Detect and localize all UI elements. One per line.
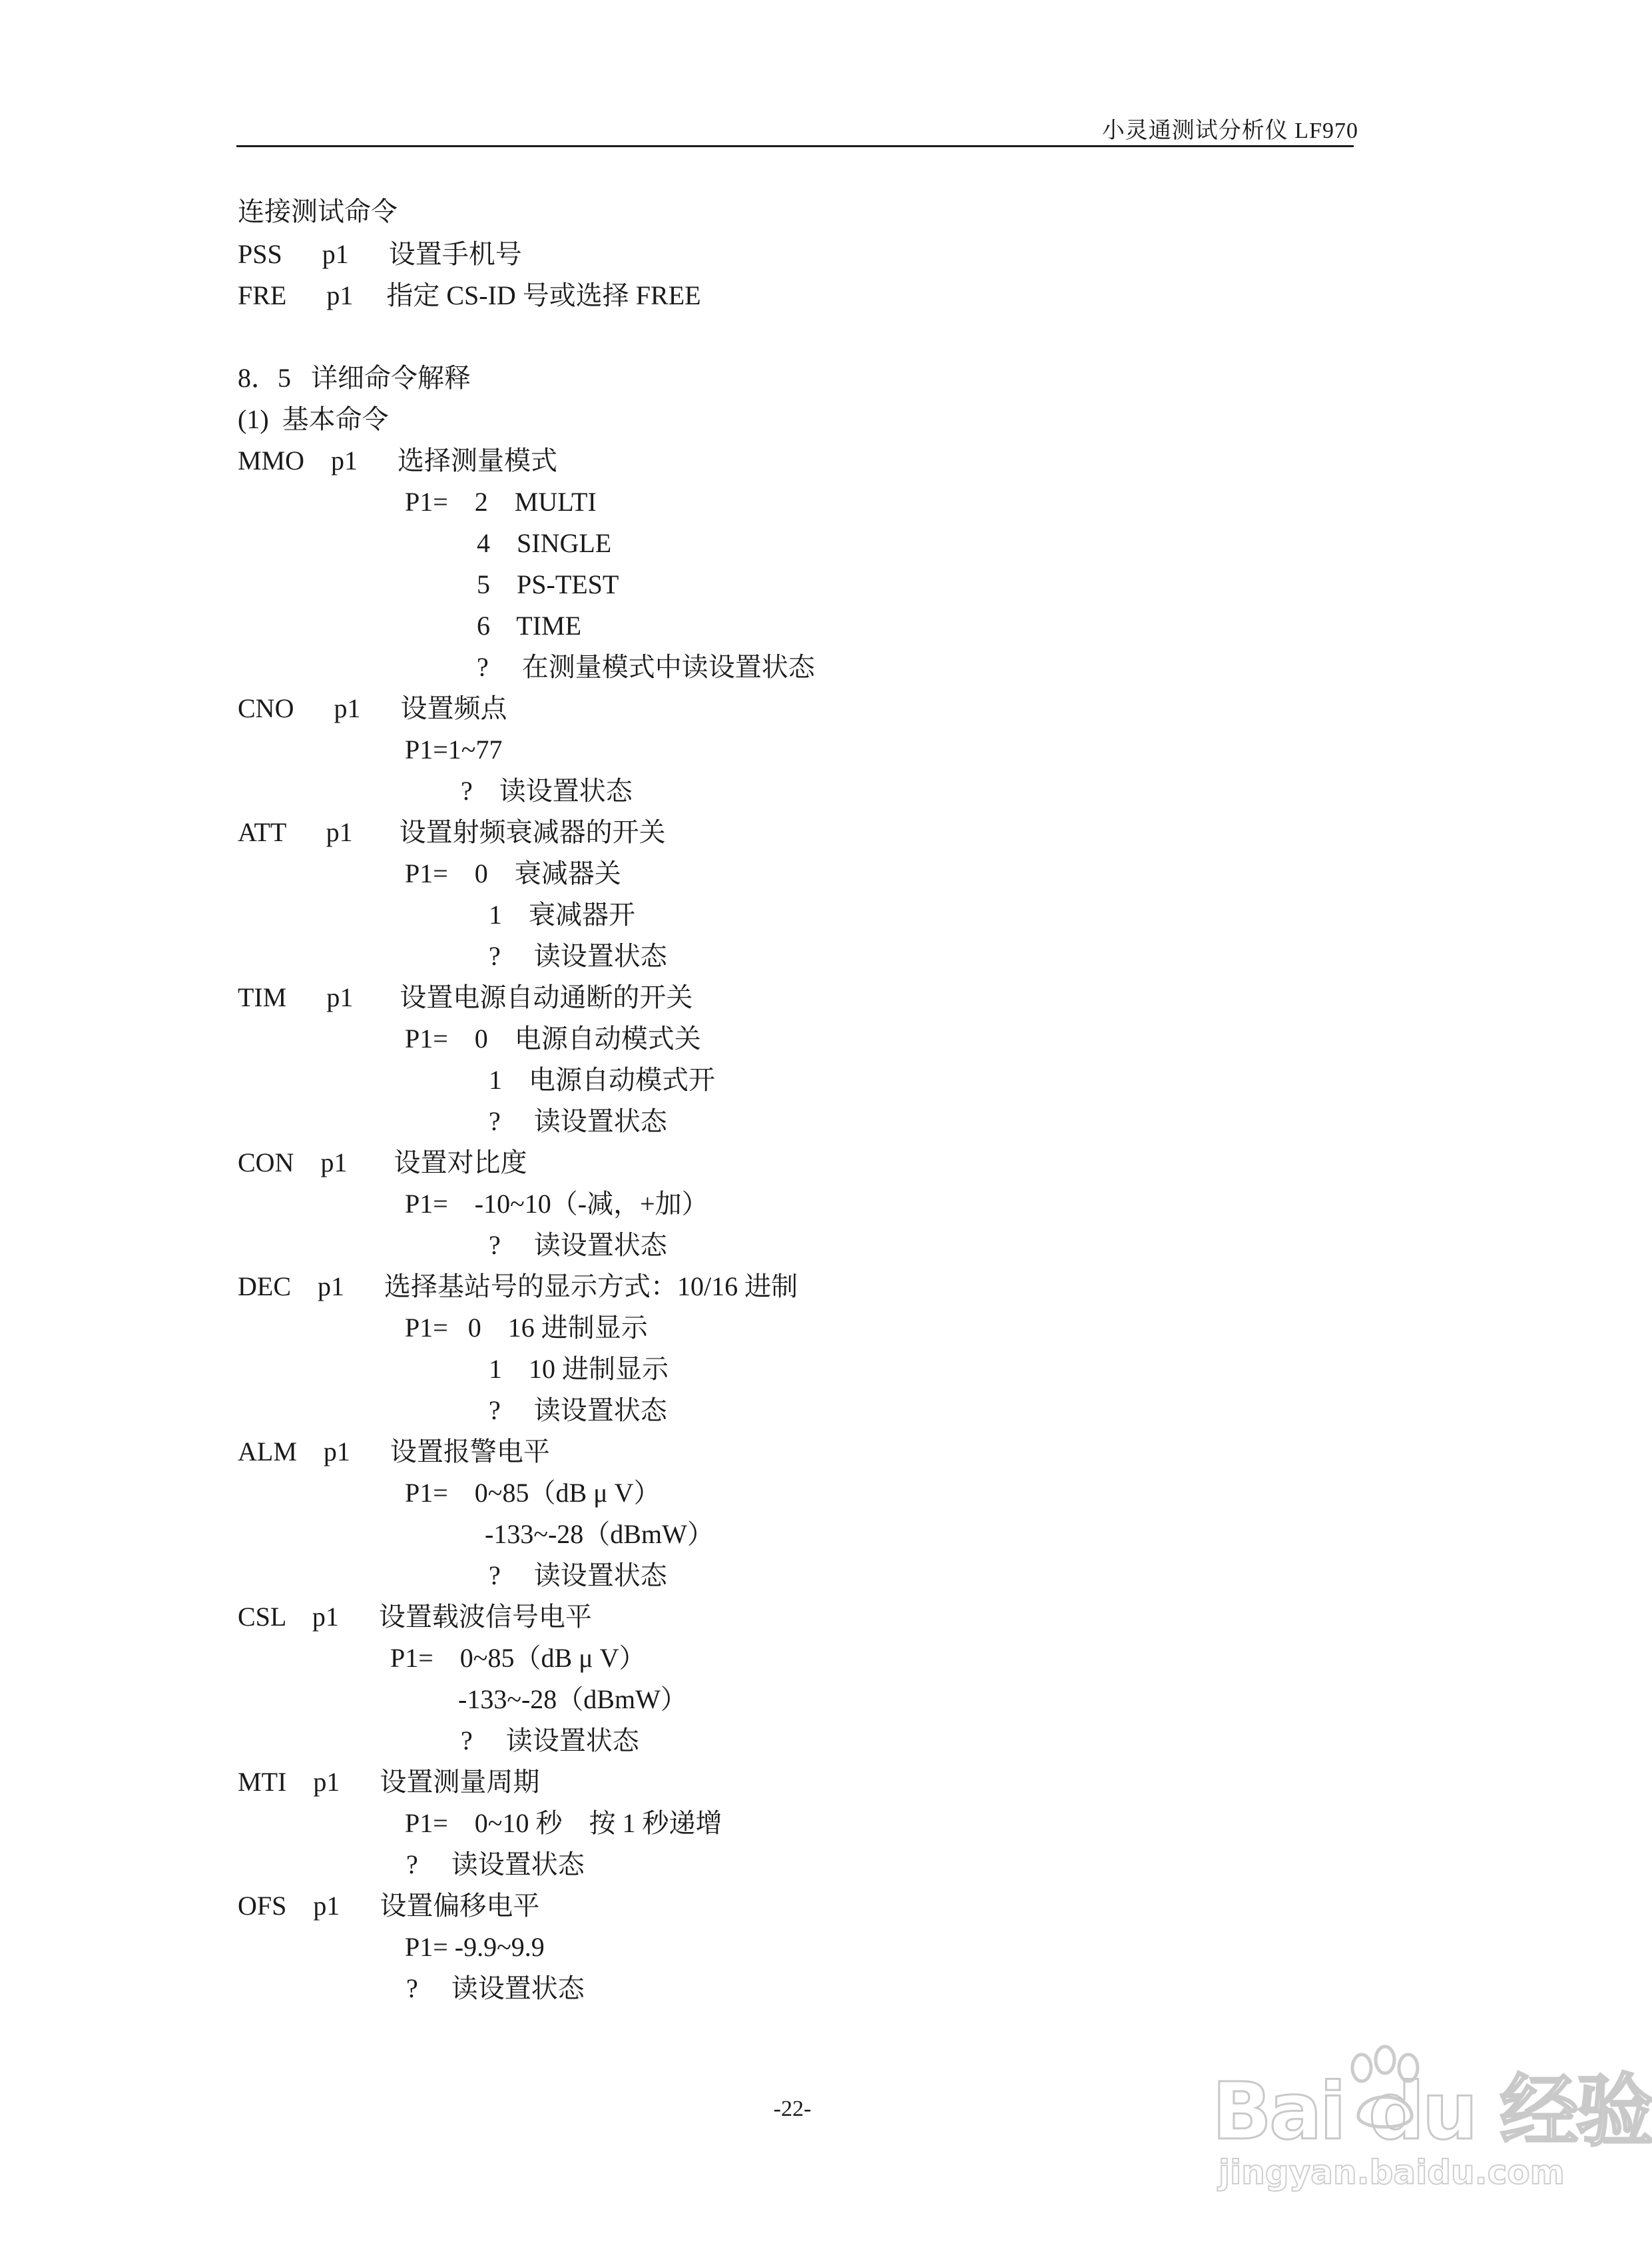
param-line: P1= -9.9~9.9 (405, 1932, 545, 1962)
param-line: 4 SINGLE (477, 528, 612, 558)
command-ofs: OFS p1 设置偏移电平 (238, 1891, 540, 1921)
command-mmo: MMO p1 选择测量模式 (238, 446, 558, 476)
param-line: -133~-28（dBmW） (485, 1519, 714, 1549)
section-heading-8-5: 8．5 详细命令解释 (238, 363, 471, 393)
param-line: P1= 0 电源自动模式关 (405, 1024, 701, 1054)
command-csl: CSL p1 设置载波信号电平 (238, 1602, 592, 1632)
param-line: ? 读设置状态 (489, 1106, 667, 1136)
subsection-heading-basic: (1) 基本命令 (238, 404, 389, 434)
section-heading-connection: 连接测试命令 (238, 196, 398, 226)
command-tim: TIM p1 设置电源自动通断的开关 (238, 982, 693, 1012)
param-line: P1= 0~85（dB μ V） (405, 1478, 661, 1508)
page-number: -22- (773, 2096, 812, 2121)
param-line: 1 衰减器开 (489, 900, 635, 930)
param-line: 5 PS-TEST (477, 569, 619, 599)
command-con: CON p1 设置对比度 (238, 1147, 527, 1177)
command-cno: CNO p1 设置频点 (238, 693, 507, 723)
param-line: P1=1~77 (405, 735, 503, 765)
command-fre: FRE p1 指定 CS-ID 号或选择 FREE (238, 280, 701, 310)
param-line: P1= 0~10 秒 按 1 秒递增 (405, 1808, 722, 1838)
command-alm: ALM p1 设置报警电平 (238, 1437, 550, 1466)
param-line: 1 10 进制显示 (489, 1354, 669, 1384)
param-line: ? 读设置状态 (461, 776, 633, 806)
param-line: ? 读设置状态 (489, 1395, 667, 1425)
param-line: P1= 0 衰减器关 (405, 858, 621, 888)
param-line: ? 读设置状态 (406, 1849, 585, 1879)
param-line: ? 在测量模式中读设置状态 (477, 652, 815, 682)
param-line: 6 TIME (477, 611, 582, 641)
param-line: 1 电源自动模式开 (489, 1065, 715, 1095)
command-dec: DEC p1 选择基站号的显示方式：10/16 进制 (238, 1271, 798, 1301)
param-line: ? 读设置状态 (406, 1973, 585, 2003)
param-line: P1= 0 16 进制显示 (405, 1313, 648, 1343)
command-mti: MTI p1 设置测量周期 (238, 1767, 540, 1797)
param-line: ? 读设置状态 (489, 1560, 667, 1590)
baidu-jingyan-watermark (1212, 2041, 1652, 2194)
command-att: ATT p1 设置射频衰减器的开关 (238, 817, 666, 847)
param-line: P1= 0~85（dB μ V） (390, 1643, 646, 1673)
watermark-brand: Bai du 经验 (1212, 2065, 1652, 2157)
header-rule (236, 145, 1354, 147)
watermark-url: jingyan.baidu.com (1219, 2153, 1565, 2192)
param-line: P1= 2 MULTI (405, 487, 597, 517)
header-title: 小灵通测试分析仪 LF970 (1101, 119, 1358, 143)
command-pss: PSS p1 设置手机号 (238, 239, 522, 269)
param-line: -133~-28（dBmW） (458, 1684, 687, 1714)
param-line: ? 读设置状态 (489, 941, 667, 971)
param-line: ? 读设置状态 (461, 1726, 639, 1756)
param-line: ? 读设置状态 (489, 1230, 667, 1260)
param-line: P1= -10~10（-减，+加） (405, 1189, 708, 1219)
